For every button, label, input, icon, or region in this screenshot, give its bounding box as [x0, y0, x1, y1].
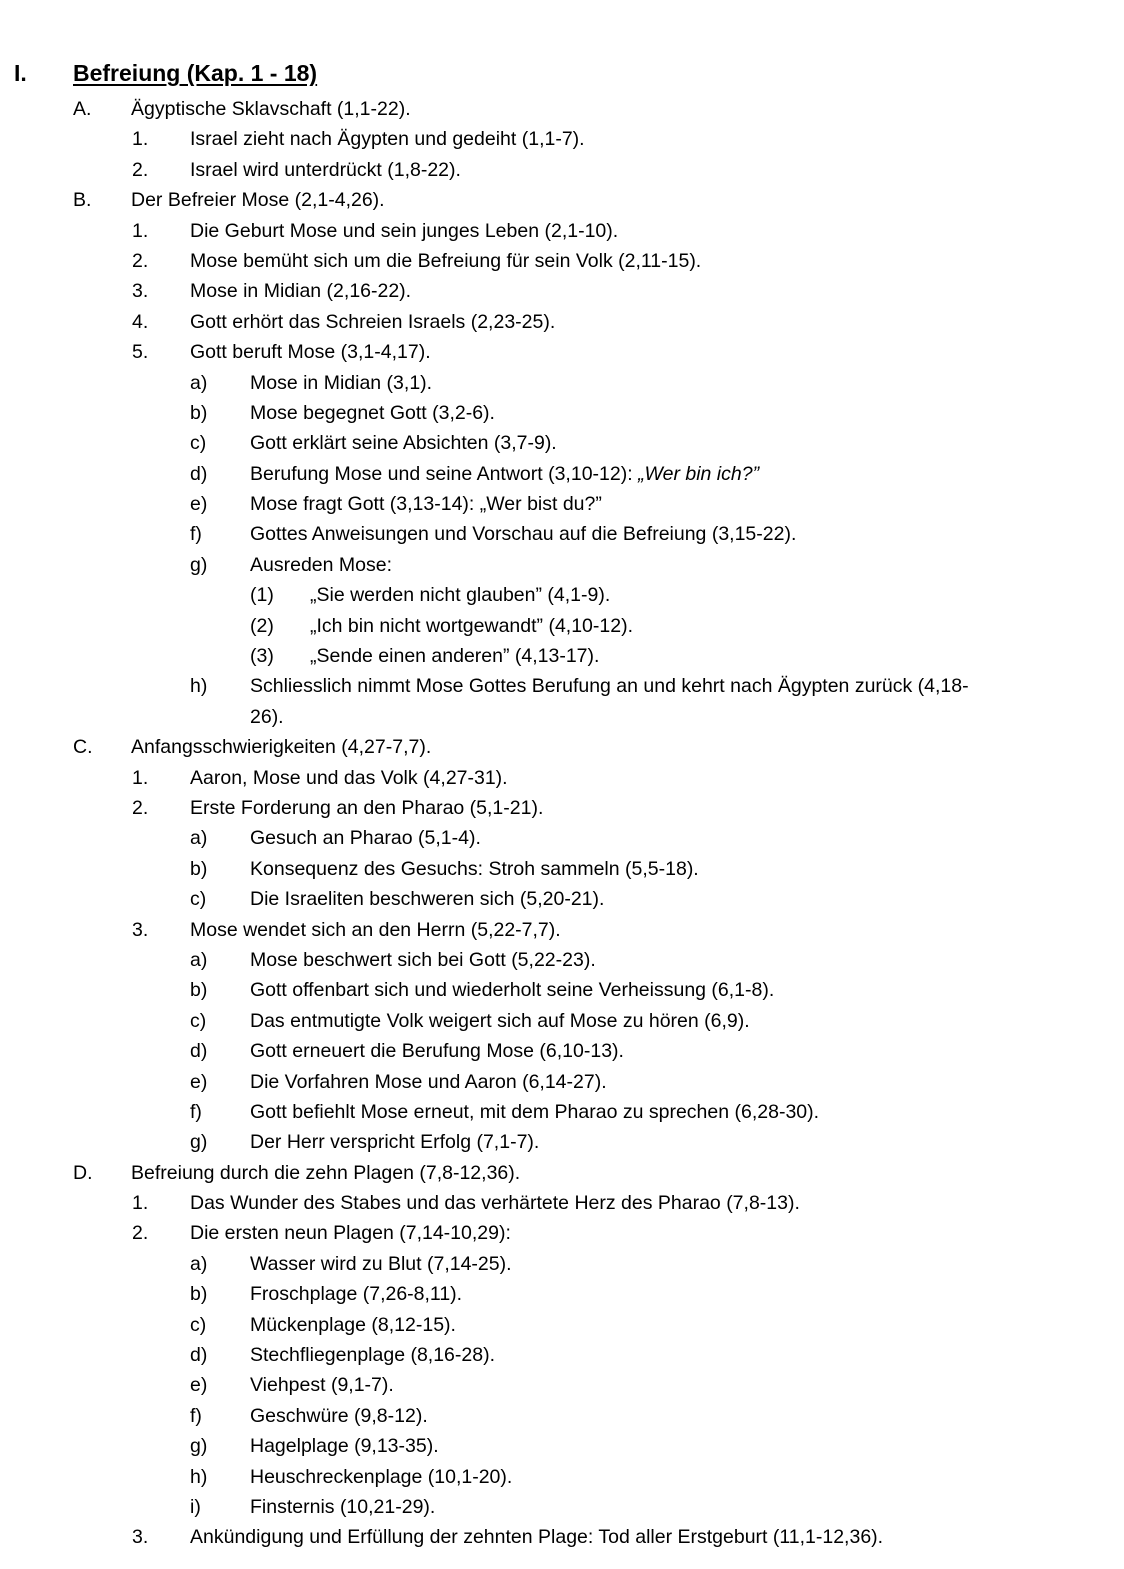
outline-item-label: Gott befiehlt Mose erneut, mit dem Pharao zu sprechen (6,28-30). — [250, 1100, 820, 1123]
outline-item-text — [250, 884, 604, 914]
outline-item-text — [190, 915, 561, 945]
outline-item — [0, 1158, 1124, 1188]
outline-item — [0, 1249, 1124, 1279]
outline-item-marker: a) — [190, 827, 208, 850]
outline-item-marker: 2. — [132, 1222, 149, 1245]
outline-item-text — [250, 550, 392, 580]
outline-item-label: Das entmutigte Volk weigert sich auf Mose zu hören (6,9). — [250, 1009, 750, 1032]
outline-item — [0, 1340, 1124, 1370]
outline-item-marker: h) — [190, 1465, 208, 1488]
outline-item-label: Stechfliegenplage (8,16-28). — [250, 1344, 495, 1367]
outline-item — [0, 854, 1124, 884]
outline-item-marker: 1. — [132, 219, 149, 242]
outline-item-marker: a) — [190, 948, 208, 971]
outline-item-marker: c) — [190, 1009, 207, 1032]
outline-item-text — [310, 580, 610, 610]
outline-item-marker: d) — [190, 1344, 208, 1367]
outline-item-label: Geschwüre (9,8-12). — [250, 1404, 428, 1427]
outline-item-label: Der Befreier Mose (2,1-4,26). — [131, 189, 385, 212]
outline-item-marker: i) — [190, 1495, 201, 1518]
outline-item-text — [190, 763, 508, 793]
outline-item-label: Aaron, Mose und das Volk (4,27-31). — [190, 766, 508, 789]
outline-item-marker: e) — [190, 1374, 208, 1397]
outline-item-text — [250, 975, 774, 1005]
outline-item — [0, 763, 1124, 793]
outline-item — [0, 1522, 1124, 1552]
outline-item-text — [190, 1188, 800, 1218]
outline-item-marker: D. — [73, 1161, 93, 1184]
outline-item — [0, 124, 1124, 154]
outline-item-text — [190, 155, 461, 185]
outline-item — [0, 823, 1124, 853]
outline-item-marker: (1) — [250, 584, 274, 607]
outline-item-label: Gott erhört das Schreien Israels (2,23-25). — [190, 310, 556, 333]
outline-item-text — [190, 1218, 511, 1248]
outline-item-marker: h) — [190, 675, 208, 698]
outline-item-text — [250, 1431, 439, 1461]
outline-item — [0, 671, 1124, 701]
outline-item-marker: d) — [190, 1040, 208, 1063]
outline-item — [0, 793, 1124, 823]
outline-item-label: Gottes Anweisungen und Vorschau auf die Befreiung (3,15-22). — [250, 523, 797, 546]
outline-item — [0, 459, 1124, 489]
outline-item — [0, 915, 1124, 945]
outline-item — [0, 185, 1124, 215]
outline-item-text — [310, 641, 599, 671]
outline-item-marker: (3) — [250, 645, 274, 668]
outline-item-marker: b) — [190, 979, 208, 1002]
outline-item — [0, 732, 1124, 762]
outline-item-text — [250, 519, 796, 549]
outline-item-text — [250, 398, 495, 428]
outline-item-marker: a) — [190, 371, 208, 394]
outline-item-marker: B. — [73, 189, 92, 212]
outline-item-text — [250, 1310, 456, 1340]
outline-item-text — [190, 276, 411, 306]
section-number: I. — [14, 60, 27, 86]
outline-item-text — [190, 793, 543, 823]
outline-item-label: Mose beschwert sich bei Gott (5,22-23). — [250, 948, 596, 971]
outline-item-label: Gesuch an Pharao (5,1-4). — [250, 827, 481, 850]
outline-item-marker: 1. — [132, 1192, 149, 1215]
outline-item — [0, 489, 1124, 519]
outline-item-label: „Sende einen anderen” (4,13-17). — [310, 645, 600, 668]
outline-item-marker: f) — [190, 523, 202, 546]
outline-item — [0, 580, 1124, 610]
outline-item-marker: 2. — [132, 158, 149, 181]
outline-item-text — [190, 124, 585, 154]
outline-item — [0, 1127, 1124, 1157]
outline-item — [0, 428, 1124, 458]
outline-item-label: Schliesslich nimmt Mose Gottes Berufung an und kehrt nach Ägypten zurück (4,18- — [250, 675, 969, 698]
outline-item-text — [250, 459, 759, 489]
outline-item — [0, 216, 1124, 246]
outline-item-text — [190, 1522, 883, 1552]
outline-item — [0, 884, 1124, 914]
outline-item-text — [310, 611, 633, 641]
outline-item-label: „Sie werden nicht glauben” (4,1-9). — [310, 584, 611, 607]
outline-item-label: Gott erneuert die Berufung Mose (6,10-13). — [250, 1040, 624, 1063]
outline-item-quote: „Wer bin ich?” — [638, 462, 760, 485]
outline-item-marker: 2. — [132, 249, 149, 272]
outline-item-marker: f) — [190, 1404, 202, 1427]
outline-item-text — [250, 1370, 394, 1400]
outline-item-marker: 4. — [132, 310, 149, 333]
outline-item-label: Die ersten neun Plagen (7,14-10,29): — [190, 1222, 511, 1245]
outline-item — [0, 276, 1124, 306]
outline-item-text — [250, 1462, 512, 1492]
outline-document — [0, 58, 1124, 1553]
outline-item-label: Berufung Mose und seine Antwort (3,10-12): — [250, 462, 639, 485]
outline-item-label: Erste Forderung an den Pharao (5,1-21). — [190, 796, 544, 819]
outline-item — [0, 94, 1124, 124]
outline-item — [0, 1462, 1124, 1492]
outline-item-label: Anfangsschwierigkeiten (4,27-7,7). — [131, 736, 432, 759]
outline-item — [0, 307, 1124, 337]
outline-item — [0, 945, 1124, 975]
outline-item-label: Mückenplage (8,12-15). — [250, 1313, 456, 1336]
outline-item — [0, 1431, 1124, 1461]
outline-item-label: Finsternis (10,21-29). — [250, 1495, 436, 1518]
outline-item-marker: b) — [190, 1283, 208, 1306]
outline-item-label: Hagelplage (9,13-35). — [250, 1435, 439, 1458]
outline-item-text — [131, 1158, 520, 1188]
outline-item-text — [190, 307, 555, 337]
outline-item-label: Heuschreckenplage (10,1-20). — [250, 1465, 513, 1488]
outline-item-marker: 3. — [132, 918, 149, 941]
outline-item-text — [250, 945, 596, 975]
section-title: Befreiung (Kap. 1 - 18) — [73, 60, 318, 86]
outline-item — [0, 1036, 1124, 1066]
outline-item-marker: a) — [190, 1252, 208, 1275]
outline-item-marker: g) — [190, 553, 208, 576]
outline-item-label: Mose fragt Gott (3,13-14): „Wer bist du?” — [250, 493, 602, 516]
outline-item — [0, 1279, 1124, 1309]
outline-item-marker: 3. — [132, 280, 149, 303]
outline-item — [0, 702, 1124, 732]
outline-item-label: Gott erklärt seine Absichten (3,7-9). — [250, 432, 557, 455]
outline-item — [0, 550, 1124, 580]
outline-item-text — [190, 246, 701, 276]
outline-item-label: Befreiung durch die zehn Plagen (7,8-12,36). — [131, 1161, 521, 1184]
outline-item — [0, 1492, 1124, 1522]
outline-item-text — [190, 337, 431, 367]
outline-item-label: Der Herr verspricht Erfolg (7,1-7). — [250, 1131, 540, 1154]
outline-item-label: Mose wendet sich an den Herrn (5,22-7,7). — [190, 918, 561, 941]
outline-item-marker: d) — [190, 462, 208, 485]
outline-item-label: Mose in Midian (2,16-22). — [190, 280, 412, 303]
outline-item — [0, 246, 1124, 276]
outline-item-marker: 2. — [132, 796, 149, 819]
outline-item-text — [250, 1067, 607, 1097]
outline-item-text — [250, 671, 969, 701]
outline-item-text — [250, 1401, 428, 1431]
outline-item-marker: b) — [190, 857, 208, 880]
outline-item-marker: g) — [190, 1435, 208, 1458]
outline-item-label: Gott beruft Mose (3,1-4,17). — [190, 341, 431, 364]
outline-item-marker: e) — [190, 493, 208, 516]
outline-item — [0, 1006, 1124, 1036]
outline-item-label: Mose in Midian (3,1). — [250, 371, 433, 394]
outline-item-marker: A. — [73, 98, 92, 120]
outline-item — [0, 1310, 1124, 1340]
outline-item-label: Konsequenz des Gesuchs: Stroh sammeln (5,5-18). — [250, 857, 699, 880]
outline-item-text — [190, 216, 618, 246]
outline-item-text — [131, 732, 431, 762]
outline-item-marker: c) — [190, 432, 207, 455]
outline-item-label: Wasser wird zu Blut (7,14-25). — [250, 1252, 512, 1275]
outline-item — [0, 519, 1124, 549]
outline-item — [0, 368, 1124, 398]
outline-item-text — [250, 1036, 624, 1066]
outline-item-marker: (2) — [250, 614, 274, 637]
outline-item-text — [131, 185, 385, 215]
outline-item-label: Das Wunder des Stabes und das verhärtete Herz des Pharao (7,8-13). — [190, 1192, 800, 1215]
outline-item-marker: 1. — [132, 128, 149, 151]
outline-item-label: Israel zieht nach Ägypten und gedeiht (1,1-7). — [190, 128, 585, 151]
outline-item — [0, 1218, 1124, 1248]
outline-item — [0, 641, 1124, 671]
outline-item-text — [250, 1492, 435, 1522]
outline-item-text — [250, 428, 557, 458]
outline-item — [0, 611, 1124, 641]
outline-item-marker: e) — [190, 1070, 208, 1093]
outline-item-text — [250, 1249, 512, 1279]
outline-item-label: Die Geburt Mose und sein junges Leben (2,1-10). — [190, 219, 619, 242]
outline-item — [0, 398, 1124, 428]
outline-item-marker: f) — [190, 1100, 202, 1123]
outline-item-label: Die Vorfahren Mose und Aaron (6,14-27). — [250, 1070, 607, 1093]
outline-item-marker: 3. — [132, 1526, 149, 1549]
outline-item-label: Die Israeliten beschweren sich (5,20-21). — [250, 888, 605, 911]
outline-item-text — [250, 368, 432, 398]
outline-list — [0, 94, 1124, 1553]
outline-item-marker: 5. — [132, 341, 149, 364]
outline-item-marker: C. — [73, 736, 93, 759]
outline-item-marker: b) — [190, 401, 208, 424]
outline-item-text — [250, 1006, 750, 1036]
outline-item — [0, 975, 1124, 1005]
outline-item-text — [250, 823, 481, 853]
outline-item-text — [250, 1097, 819, 1127]
outline-item — [0, 1097, 1124, 1127]
section-heading — [0, 58, 1124, 94]
outline-item-label: Israel wird unterdrückt (1,8-22). — [190, 158, 461, 181]
outline-item-marker: g) — [190, 1131, 208, 1154]
outline-item-label: Ankündigung und Erfüllung der zehnten Plage: Tod aller Erstgeburt (11,1-12,36). — [190, 1526, 884, 1549]
outline-item-label: Gott offenbart sich und wiederholt seine Verheissung (6,1-8). — [250, 979, 775, 1002]
outline-item-marker: c) — [190, 1313, 207, 1336]
outline-item-text — [250, 1340, 495, 1370]
outline-item-text — [131, 94, 411, 124]
outline-item-text — [250, 854, 699, 884]
outline-item-label: Mose bemüht sich um die Befreiung für sein Volk (2,11-15). — [190, 249, 702, 272]
outline-item-text — [250, 489, 602, 519]
outline-item-text — [250, 702, 284, 732]
outline-item — [0, 1067, 1124, 1097]
outline-item — [0, 1188, 1124, 1218]
outline-item-label: „Ich bin nicht wortgewandt” (4,10-12). — [310, 614, 633, 637]
outline-item-label: 26). — [250, 705, 284, 728]
outline-item — [0, 337, 1124, 367]
outline-item-text — [250, 1127, 539, 1157]
outline-item — [0, 1370, 1124, 1400]
outline-item-label: Ausreden Mose: — [250, 553, 392, 576]
outline-item — [0, 155, 1124, 185]
outline-item-label: Viehpest (9,1-7). — [250, 1374, 394, 1397]
outline-item — [0, 1401, 1124, 1431]
outline-item-label: Froschplage (7,26-8,11). — [250, 1283, 463, 1306]
outline-item-text — [250, 1279, 462, 1309]
outline-item-label: Mose begegnet Gott (3,2-6). — [250, 401, 495, 424]
outline-item-marker: 1. — [132, 766, 149, 789]
outline-item-marker: c) — [190, 888, 207, 911]
outline-item-label: Ägyptische Sklavschaft (1,1-22). — [131, 98, 411, 120]
